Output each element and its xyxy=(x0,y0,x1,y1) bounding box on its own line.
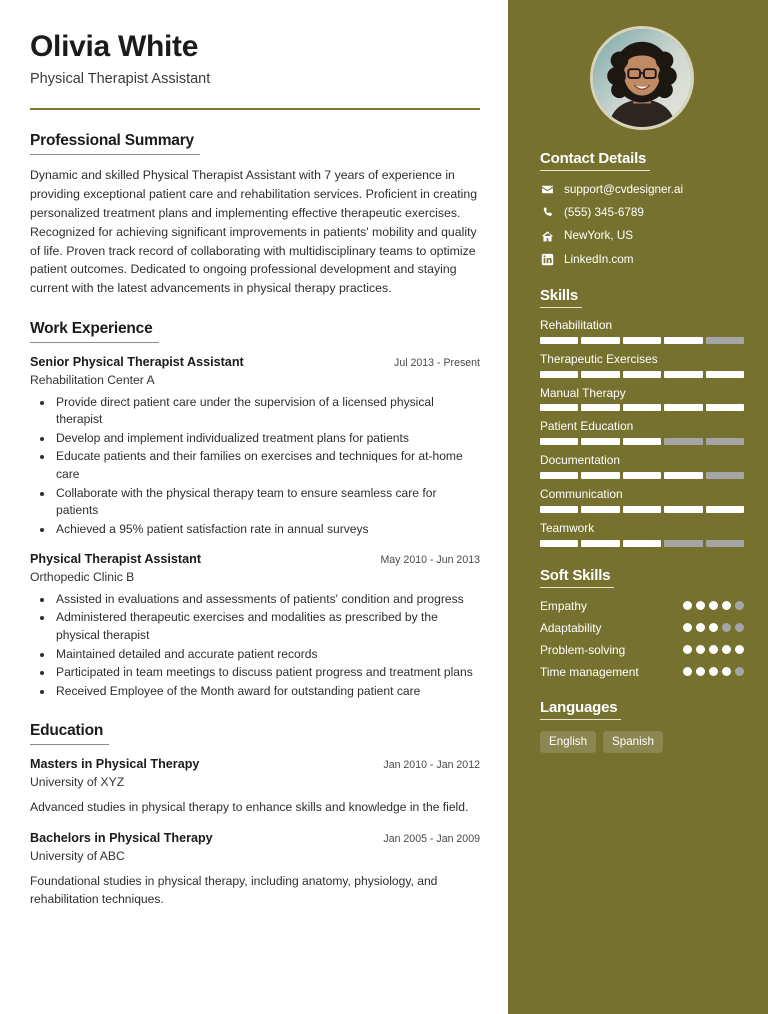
header-block xyxy=(30,30,480,88)
work-entry xyxy=(30,354,480,538)
skill-segment xyxy=(581,404,619,411)
rating-dot xyxy=(696,667,705,676)
job-title: Physical Therapist Assistant xyxy=(30,70,211,87)
rating-dot xyxy=(709,645,718,654)
skill-segment xyxy=(581,540,619,547)
education-list xyxy=(30,756,480,908)
skill-name: Therapeutic Exercises xyxy=(540,351,658,366)
rating-dot xyxy=(696,645,705,654)
rating-dot xyxy=(709,623,718,632)
rating-dot xyxy=(683,623,692,632)
section-heading-work-experience: Work Experience xyxy=(30,320,159,343)
avatar xyxy=(590,26,694,130)
skill-segment xyxy=(581,506,619,513)
rating-dot xyxy=(709,667,718,676)
skill-row xyxy=(540,487,744,513)
skill-name: Teamwork xyxy=(540,521,595,536)
skill-segment xyxy=(540,438,578,445)
education-entry xyxy=(30,756,480,817)
skill-name: Communication xyxy=(540,487,623,502)
work-entry-date: May 2010 - Jun 2013 xyxy=(380,554,480,567)
header-divider xyxy=(30,108,480,110)
skill-level-bar xyxy=(540,371,744,378)
skill-segment xyxy=(540,506,578,513)
skill-row xyxy=(540,386,744,412)
skill-segment xyxy=(581,472,619,479)
skill-row xyxy=(540,453,744,479)
responsibility-item: • Provide direct patient care under the supervision of a licensed physical therapist xyxy=(54,394,480,429)
employer-name: Rehabilitation Center A xyxy=(30,373,155,388)
avatar-portrait-icon xyxy=(593,29,691,127)
education-entry-date: Jan 2010 - Jan 2012 xyxy=(383,759,480,772)
education-entry-header xyxy=(30,830,480,846)
skill-segment xyxy=(623,540,661,547)
rating-dot xyxy=(735,623,744,632)
soft-skill-rating xyxy=(683,599,744,610)
skill-segment xyxy=(706,540,744,547)
section-soft-skills xyxy=(540,567,744,680)
rating-dot xyxy=(722,667,731,676)
responsibility-item: • Maintained detailed and accurate patient records xyxy=(54,646,480,664)
section-heading-languages: Languages xyxy=(540,699,621,720)
responsibility-item: • Collaborate with the physical therapy team to ensure seamless care for patients xyxy=(54,485,480,520)
soft-skill-name: Adaptability xyxy=(540,620,602,635)
degree-title: Bachelors in Physical Therapy xyxy=(30,830,213,845)
skill-segment xyxy=(623,371,661,378)
skill-segment xyxy=(664,371,702,378)
soft-skills-list xyxy=(540,599,744,680)
skill-segment xyxy=(706,472,744,479)
skill-segment xyxy=(540,540,578,547)
skill-segment xyxy=(706,404,744,411)
section-heading-summary: Professional Summary xyxy=(30,132,200,155)
avatar-wrap xyxy=(540,0,744,130)
envelope-icon xyxy=(540,182,555,197)
section-education xyxy=(30,722,480,908)
responsibility-item: • Develop and implement individualized treatment plans for patients xyxy=(54,430,480,448)
skill-segment xyxy=(623,472,661,479)
job-role: Senior Physical Therapist Assistant xyxy=(30,355,244,370)
education-description: Foundational studies in physical therapy, including anatomy, physiology, and rehabilitation techniques. xyxy=(30,873,438,906)
contact-list xyxy=(540,182,744,267)
work-entry xyxy=(30,551,480,700)
soft-skill-rating xyxy=(683,665,744,676)
skill-segment xyxy=(664,506,702,513)
skill-row xyxy=(540,521,744,547)
section-contact-details xyxy=(540,150,744,267)
rating-dot xyxy=(722,623,731,632)
skill-level-bar xyxy=(540,337,744,344)
skill-segment xyxy=(540,472,578,479)
contact-item[interactable] xyxy=(540,252,744,267)
soft-skill-row xyxy=(540,621,744,636)
rating-dot xyxy=(735,645,744,654)
skill-segment xyxy=(706,337,744,344)
skill-segment xyxy=(664,404,702,411)
rating-dot xyxy=(735,667,744,676)
school-name: University of XYZ xyxy=(30,775,125,790)
section-heading-contact: Contact Details xyxy=(540,150,650,171)
responsibility-list xyxy=(30,591,480,700)
soft-skill-name: Empathy xyxy=(540,598,587,613)
rating-dot xyxy=(709,601,718,610)
skill-segment xyxy=(581,337,619,344)
skill-name: Documentation xyxy=(540,453,620,468)
rating-dot xyxy=(735,601,744,610)
contact-value: (555) 345-6789 xyxy=(564,206,644,220)
employer-name: Orthopedic Clinic B xyxy=(30,570,135,585)
contact-value: NewYork, US xyxy=(564,229,634,243)
education-entry-date: Jan 2005 - Jan 2009 xyxy=(383,832,480,845)
section-work-experience xyxy=(30,320,480,700)
skill-level-bar xyxy=(540,506,744,513)
responsibility-item: • Received Employee of the Month award for outstanding patient care xyxy=(54,683,480,701)
skill-level-bar xyxy=(540,404,744,411)
work-entry-date: Jul 2013 - Present xyxy=(394,357,480,370)
contact-value: LinkedIn.com xyxy=(564,252,634,266)
skill-segment xyxy=(540,371,578,378)
education-entry-header xyxy=(30,756,480,772)
rating-dot xyxy=(683,601,692,610)
skill-segment xyxy=(706,371,744,378)
summary-text: Dynamic and skilled Physical Therapist Assistant with 7 years of experience in providing exceptional patient care and rehabilitation services. Proficient in creating personalized treatment plans and implementing effective therapeutic exercises. Recognized for achieving significant improvements in patients' mobility and quality of life. Proven track record of collaborating with multidisciplinary teams to optimize patient outcomes. Dedicated to ongoing professional development and staying current with the latest advancements in physical therapy practices. xyxy=(30,168,478,296)
skills-list xyxy=(540,318,744,547)
rating-dot xyxy=(683,667,692,676)
rating-dot xyxy=(696,601,705,610)
education-entry xyxy=(30,830,480,909)
skill-segment xyxy=(623,438,661,445)
rating-dot xyxy=(722,645,731,654)
section-heading-skills: Skills xyxy=(540,287,582,308)
section-professional-summary xyxy=(30,132,480,298)
language-tag: Spanish xyxy=(603,731,663,753)
skill-segment xyxy=(664,540,702,547)
contact-item[interactable] xyxy=(540,182,744,197)
section-heading-soft-skills: Soft Skills xyxy=(540,567,614,588)
section-languages xyxy=(540,699,744,753)
soft-skill-row xyxy=(540,643,744,658)
contact-item[interactable] xyxy=(540,205,744,220)
linkedin-icon xyxy=(540,252,555,267)
skill-segment xyxy=(540,404,578,411)
soft-skill-row xyxy=(540,665,744,680)
work-entry-header xyxy=(30,354,480,370)
rating-dot xyxy=(683,645,692,654)
work-experience-list xyxy=(30,354,480,700)
page-title: Olivia White xyxy=(30,30,199,63)
skill-segment xyxy=(664,337,702,344)
responsibility-list xyxy=(30,394,480,538)
skill-row xyxy=(540,419,744,445)
skill-segment xyxy=(623,404,661,411)
rating-dot xyxy=(722,601,731,610)
skill-segment xyxy=(706,506,744,513)
skill-segment xyxy=(623,337,661,344)
responsibility-item: • Achieved a 95% patient satisfaction rate in annual surveys xyxy=(54,521,480,539)
contact-value: support@cvdesigner.ai xyxy=(564,183,684,196)
responsibility-item: • Assisted in evaluations and assessments of patients' condition and progress xyxy=(54,591,480,609)
job-role: Physical Therapist Assistant xyxy=(30,552,202,567)
sidebar xyxy=(508,0,768,1014)
section-skills xyxy=(540,287,744,547)
skill-name: Rehabilitation xyxy=(540,317,613,332)
rating-dot xyxy=(696,623,705,632)
school-name: University of ABC xyxy=(30,849,125,864)
skill-segment xyxy=(623,506,661,513)
education-description: Advanced studies in physical therapy to enhance skills and knowledge in the field. xyxy=(30,799,469,814)
soft-skill-rating xyxy=(683,643,744,654)
phone-icon xyxy=(540,205,555,220)
soft-skill-name: Problem-solving xyxy=(540,642,626,657)
skill-level-bar xyxy=(540,472,744,479)
responsibility-item: • Participated in team meetings to discuss patient progress and treatment plans xyxy=(54,664,480,682)
soft-skill-name: Time management xyxy=(540,664,639,679)
skill-segment xyxy=(581,438,619,445)
skill-level-bar xyxy=(540,438,744,445)
skill-row xyxy=(540,318,744,344)
contact-item[interactable] xyxy=(540,228,744,243)
soft-skill-row xyxy=(540,599,744,614)
responsibility-item: • Administered therapeutic exercises and modalities as prescribed by the physical therapist xyxy=(54,609,480,644)
responsibility-item: • Educate patients and their families on exercises and techniques for at-home care xyxy=(54,448,480,483)
skill-row xyxy=(540,352,744,378)
skill-segment xyxy=(706,438,744,445)
skill-segment xyxy=(540,337,578,344)
languages-list xyxy=(540,731,744,753)
skill-name: Manual Therapy xyxy=(540,385,626,400)
section-heading-education: Education xyxy=(30,722,109,745)
skill-segment xyxy=(664,438,702,445)
degree-title: Masters in Physical Therapy xyxy=(30,757,200,772)
skill-name: Patient Education xyxy=(540,419,634,434)
language-tag: English xyxy=(540,731,596,753)
skill-segment xyxy=(581,371,619,378)
soft-skill-rating xyxy=(683,621,744,632)
home-icon xyxy=(540,229,555,244)
skill-segment xyxy=(664,472,702,479)
work-entry-header xyxy=(30,551,480,567)
skill-level-bar xyxy=(540,540,744,547)
